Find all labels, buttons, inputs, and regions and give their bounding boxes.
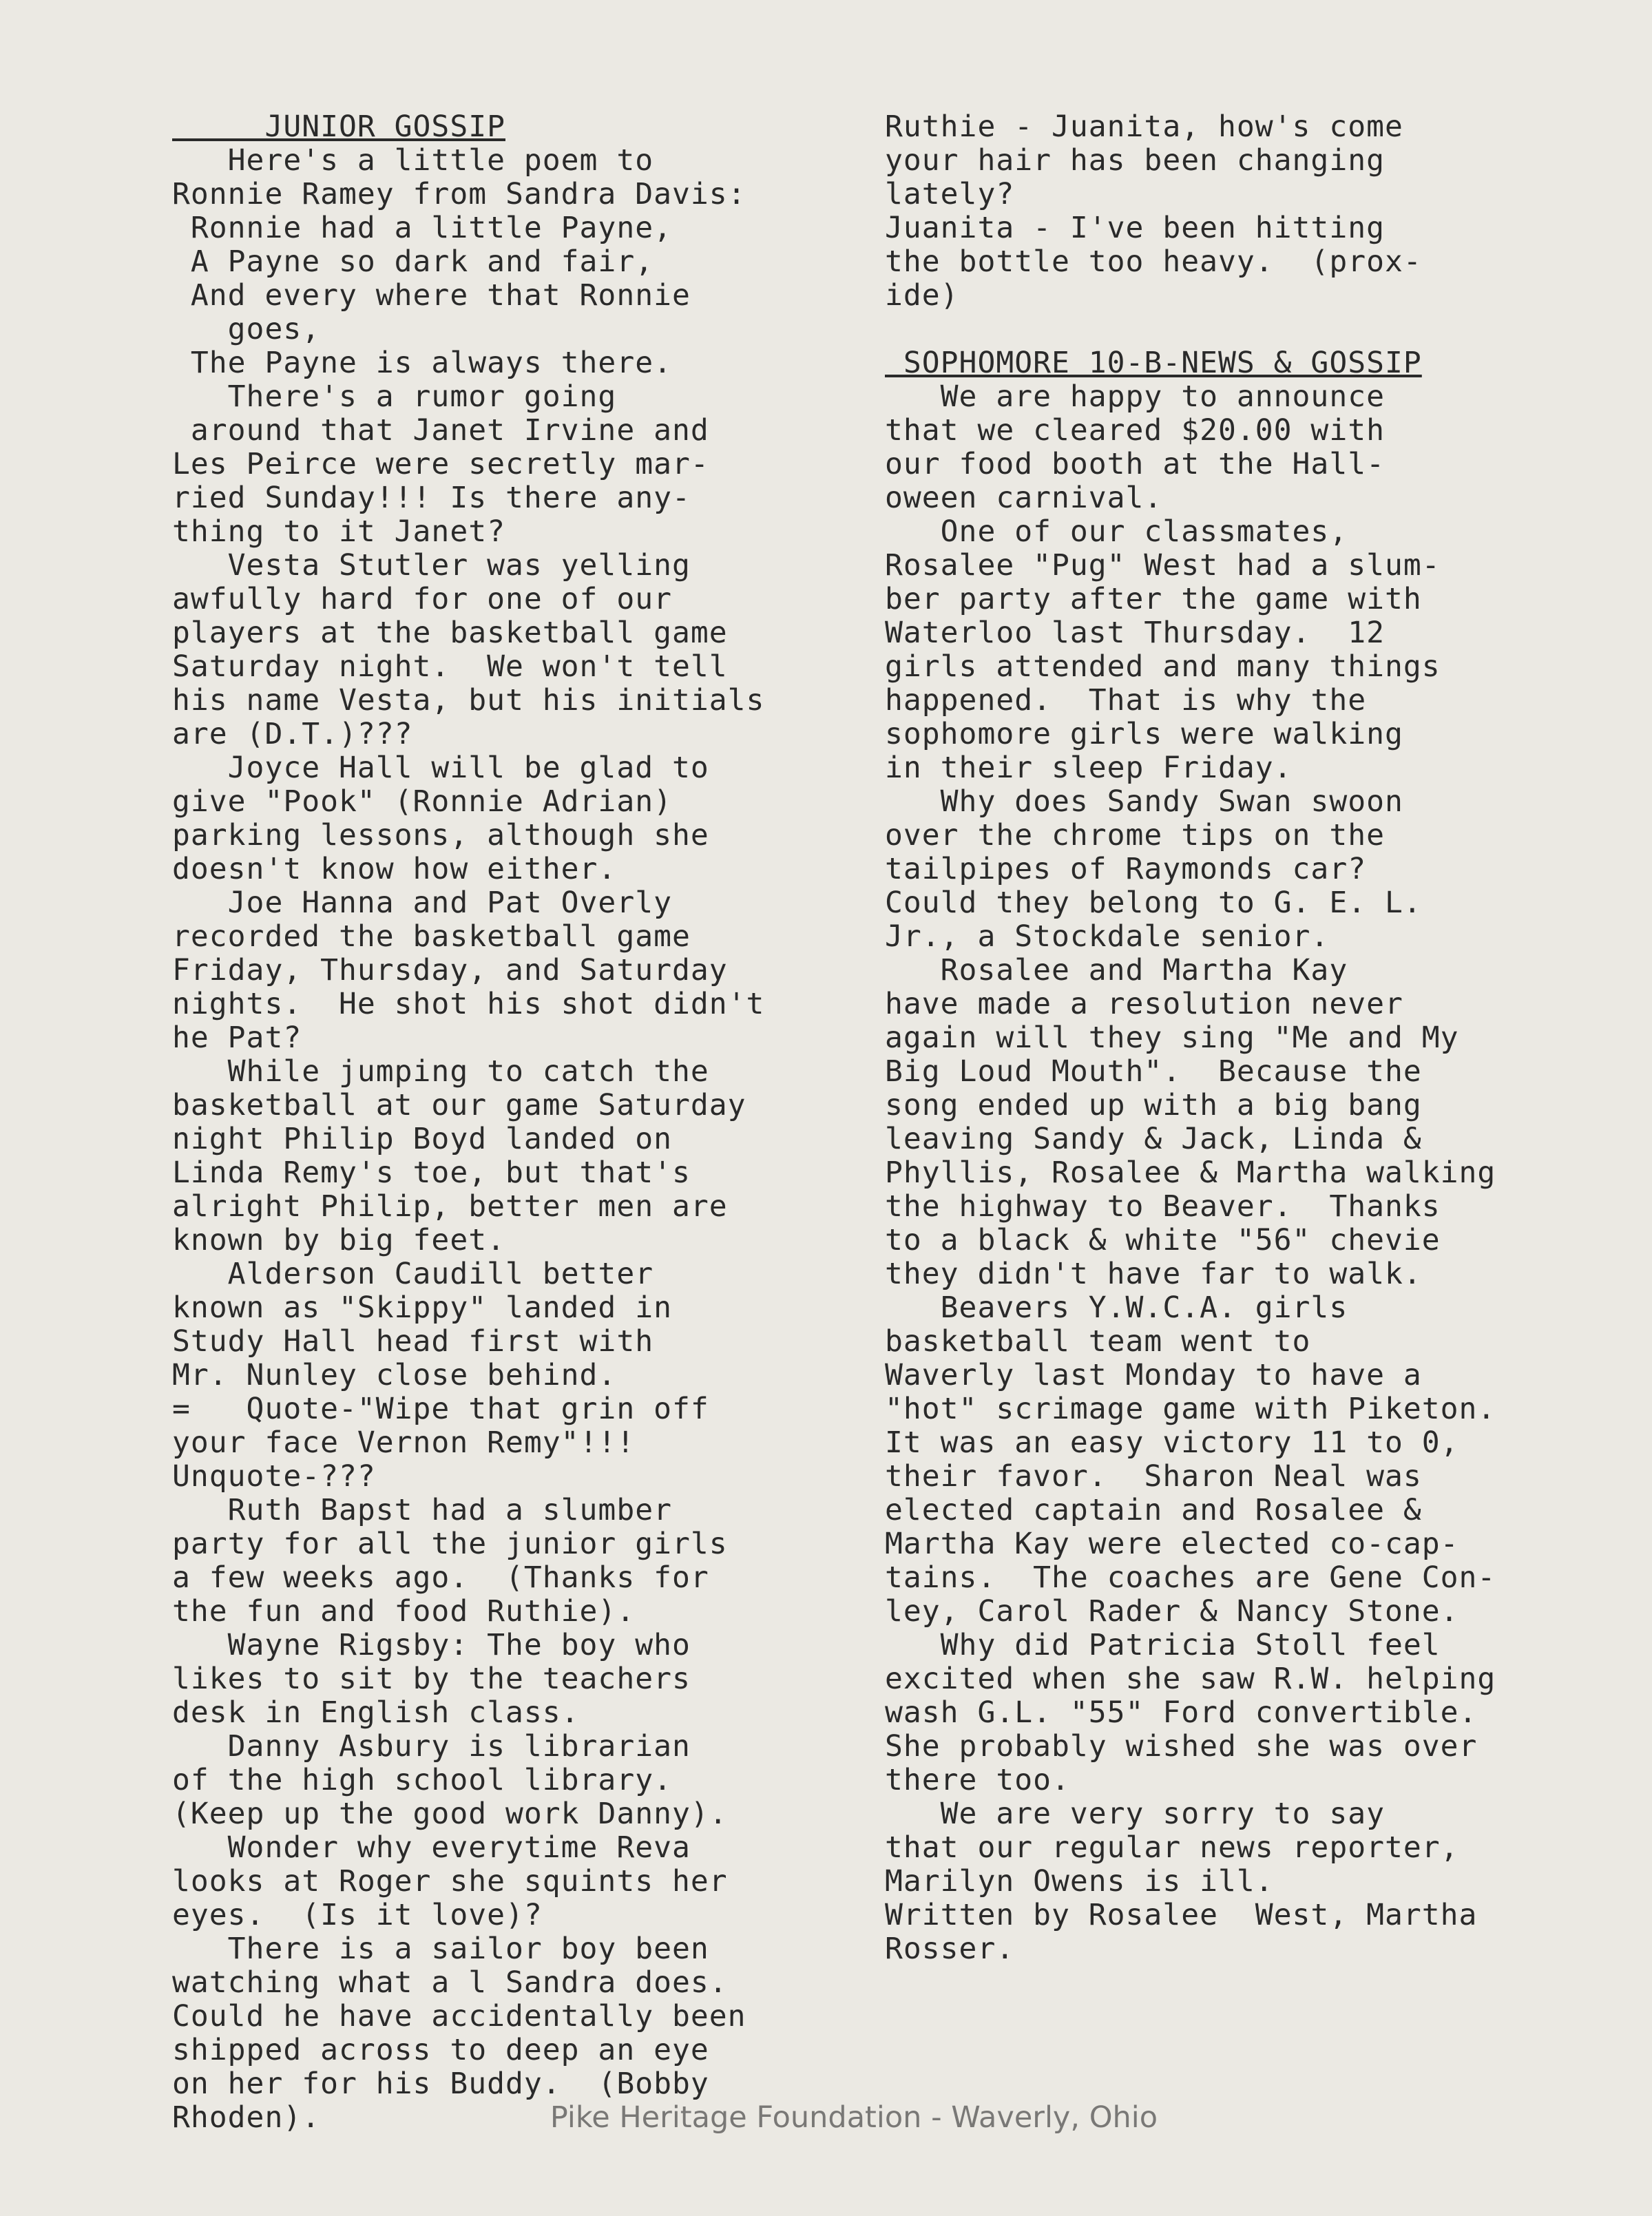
text-line: alright Philip, better men are (172, 1189, 728, 1224)
text-line: = Quote-"Wipe that grin off (172, 1392, 709, 1426)
text-line: basketball at our game Saturday (172, 1088, 746, 1122)
text-line: looks at Roger she squints her (172, 1864, 728, 1899)
text-line: night Philip Boyd landed on (172, 1122, 672, 1156)
text-line: that we cleared $20.00 with (885, 413, 1385, 448)
text-line: the fun and food Ruthie). (172, 1594, 636, 1629)
text-line: on her for his Buddy. (Bobby (172, 2067, 709, 2101)
text-line: to a black & white "56" chevie (885, 1223, 1441, 1257)
text-line: shipped across to deep an eye (172, 2033, 709, 2067)
text-line: Ruth Bapst had a slumber (172, 1493, 672, 1527)
text-line: tains. The coaches are Gene Con- (885, 1560, 1496, 1595)
text-line: We are very sorry to say (885, 1797, 1385, 1831)
text-line: One of our classmates, (885, 514, 1348, 549)
text-line: Marilyn Owens is ill. (885, 1864, 1274, 1899)
text-line: Could he have accidentally been (172, 1999, 746, 2034)
text-line: leaving Sandy & Jack, Linda & (885, 1122, 1422, 1156)
text-line: Saturday night. We won't tell (172, 649, 728, 684)
text-line: Ronnie Ramey from Sandra Davis: (172, 177, 746, 211)
text-line: he Pat? (172, 1021, 302, 1055)
text-line (885, 313, 1587, 346)
text-line: basketball team went to (885, 1324, 1311, 1359)
text-line: doesn't know how either. (172, 852, 617, 886)
text-line: Phyllis, Rosalee & Martha walking (885, 1156, 1496, 1190)
text-line: Big Loud Mouth". Because the (885, 1054, 1422, 1089)
text-line: Danny Asbury is librarian (172, 1729, 691, 1764)
text-line: Rosalee "Pug" West had a slum- (885, 548, 1441, 583)
text-line: Rosalee and Martha Kay (885, 953, 1348, 987)
text-line: again will they sing "Me and My (885, 1021, 1459, 1055)
text-line: We are happy to announce (885, 379, 1385, 414)
text-line: Wayne Rigsby: The boy who (172, 1628, 691, 1662)
text-line: they didn't have far to walk. (885, 1257, 1422, 1291)
text-line: ried Sunday!!! Is there any- (172, 481, 691, 515)
text-line: ber party after the game with (885, 582, 1422, 616)
text-line: Study Hall head first with (172, 1324, 654, 1359)
text-line: She probably wished she was over (885, 1729, 1478, 1764)
sophomore-news-column (885, 110, 1587, 1966)
text-line: Rosser. (885, 1932, 1015, 1966)
text-line: known by big feet. (172, 1223, 505, 1257)
text-line: Linda Remy's toe, but that's (172, 1156, 691, 1190)
text-line: excited when she saw R.W. helping (885, 1662, 1496, 1696)
text-line: Wonder why everytime Reva (172, 1830, 691, 1865)
text-line: party for all the junior girls (172, 1527, 728, 1561)
text-line: Why does Sandy Swan swoon (885, 784, 1403, 819)
text-line: oween carnival. (885, 481, 1163, 515)
text-line: Waterloo last Thursday. 12 (885, 616, 1385, 650)
text-line: Rhoden). (172, 2100, 321, 2135)
text-line: Here's a little poem to (172, 143, 654, 178)
text-line: wash G.L. "55" Ford convertible. (885, 1695, 1478, 1730)
text-line: happened. That is why the (885, 683, 1367, 718)
text-line: your face Vernon Remy"!!! (172, 1425, 636, 1460)
section-heading: SOPHOMORE 10-B-NEWS & GOSSIP (885, 346, 1422, 380)
text-line: lately? (885, 177, 1015, 211)
text-line: there too. (885, 1763, 1070, 1797)
text-line: Jr., a Stockdale senior. (885, 919, 1330, 954)
text-line: A Payne so dark and fair, (172, 244, 654, 279)
text-line: our food booth at the Hall- (885, 447, 1385, 481)
text-line: the highway to Beaver. Thanks (885, 1189, 1441, 1224)
text-line: are (D.T.)??? (172, 717, 413, 751)
text-line: over the chrome tips on the (885, 818, 1385, 853)
text-line: the bottle too heavy. (prox- (885, 244, 1422, 279)
text-line: eyes. (Is it love)? (172, 1898, 543, 1932)
text-line: There's a rumor going (172, 379, 617, 414)
text-line: song ended up with a big bang (885, 1088, 1422, 1122)
text-line: your hair has been changing (885, 143, 1385, 178)
text-line: around that Janet Irvine and (172, 413, 709, 448)
text-line: Could they belong to G. E. L. (885, 886, 1422, 920)
junior-gossip-column (172, 110, 861, 2135)
text-line: desk in English class. (172, 1695, 580, 1730)
text-line: have made a resolution never (885, 987, 1403, 1021)
text-line: Ronnie had a little Payne, (172, 211, 672, 245)
text-line: girls attended and many things (885, 649, 1441, 684)
text-line: elected captain and Rosalee & (885, 1493, 1422, 1527)
text-line: Written by Rosalee West, Martha (885, 1898, 1478, 1932)
text-line: a few weeks ago. (Thanks for (172, 1560, 709, 1595)
text-line: parking lessons, although she (172, 818, 709, 853)
text-line: Friday, Thursday, and Saturday (172, 953, 728, 987)
watermark-credit: Pike Heritage Foundation - Waverly, Ohio (550, 2100, 1158, 2135)
text-line: Alderson Caudill better (172, 1257, 654, 1291)
text-line: While jumping to catch the (172, 1054, 709, 1089)
text-line: thing to it Janet? (172, 514, 505, 549)
text-line: players at the basketball game (172, 616, 728, 650)
text-line: Ruthie - Juanita, how's come (885, 109, 1403, 144)
text-line: sophomore girls were walking (885, 717, 1403, 751)
text-line: And every where that Ronnie (172, 278, 691, 313)
text-line: Juanita - I've been hitting (885, 211, 1385, 245)
text-line: goes, (172, 312, 321, 346)
text-line: Unquote-??? (172, 1459, 376, 1494)
text-line: watching what a l Sandra does. (172, 1965, 728, 2000)
text-line: nights. He shot his shot didn't (172, 987, 765, 1021)
text-line: awfully hard for one of our (172, 582, 672, 616)
text-line: The Payne is always there. (172, 346, 672, 380)
text-line: "hot" scrimage game with Piketon. (885, 1392, 1496, 1426)
text-line: in their sleep Friday. (885, 751, 1293, 785)
text-line: (Keep up the good work Danny). (172, 1797, 728, 1831)
text-line: Beavers Y.W.C.A. girls (885, 1290, 1348, 1325)
text-line: of the high school library. (172, 1763, 672, 1797)
text-line: Les Peirce were secretly mar- (172, 447, 709, 481)
text-line: Joe Hanna and Pat Overly (172, 886, 672, 920)
text-line: ide) (885, 278, 959, 313)
text-line: Martha Kay were elected co-cap- (885, 1527, 1459, 1561)
text-line: Mr. Nunley close behind. (172, 1358, 617, 1392)
text-line: tailpipes of Raymonds car? (885, 852, 1367, 886)
text-line: give "Pook" (Ronnie Adrian) (172, 784, 672, 819)
text-line: his name Vesta, but his initials (172, 683, 765, 718)
section-heading: JUNIOR GOSSIP (172, 109, 505, 144)
text-line: known as "Skippy" landed in (172, 1290, 672, 1325)
text-line: There is a sailor boy been (172, 1932, 709, 1966)
text-line: ley, Carol Rader & Nancy Stone. (885, 1594, 1459, 1629)
text-line: recorded the basketball game (172, 919, 691, 954)
text-line: Vesta Stutler was yelling (172, 548, 691, 583)
text-line: Waverly last Monday to have a (885, 1358, 1422, 1392)
text-line: their favor. Sharon Neal was (885, 1459, 1422, 1494)
text-line: likes to sit by the teachers (172, 1662, 691, 1696)
text-line: It was an easy victory 11 to 0, (885, 1425, 1459, 1460)
text-line: Joyce Hall will be glad to (172, 751, 709, 785)
text-line: that our regular news reporter, (885, 1830, 1459, 1865)
text-line: Why did Patricia Stoll feel (885, 1628, 1441, 1662)
